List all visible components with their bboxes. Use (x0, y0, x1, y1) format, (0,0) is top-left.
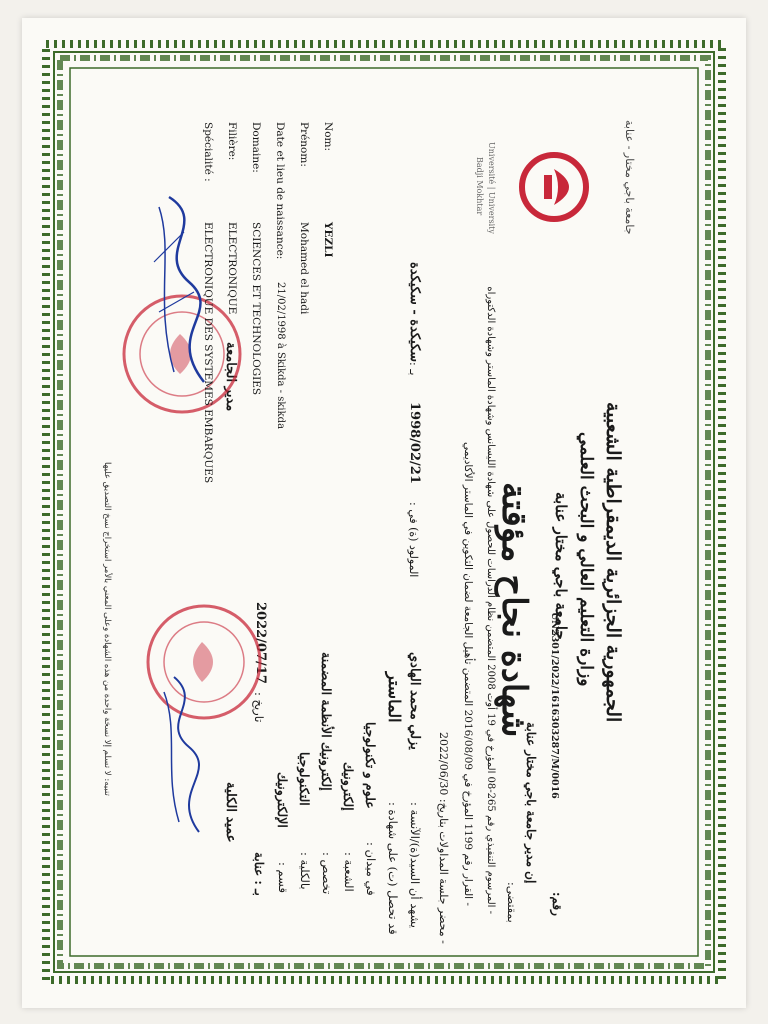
latin-prenom-label: Prénom: (298, 122, 310, 167)
latin-domaine: SCIENCES ET TECHNOLOGIES (250, 222, 262, 396)
field-value-domain: علوم و تكنولوجيا (363, 722, 378, 809)
latin-specialite-label: Spécialité : (202, 122, 214, 182)
logo-arabic-text: جامعة باجي مختار - عنابة (623, 120, 636, 235)
born-label: المولود (ة) في : (407, 502, 420, 578)
field-label-specialty: تخصص : (320, 852, 334, 895)
header-university: جامعة باجي مختار عنابة (552, 492, 570, 640)
field-value-branch: إلكترونيك (341, 762, 356, 811)
latin-filiere-label: Filière: (226, 122, 238, 161)
legal-order: - القرار رقم 1199 المؤرخ في 2016/08/09 المتضمن تأهيل الجامعة لضمان التكوين في الماستر الأكاديمي (462, 442, 474, 906)
birth-place-arabic: سكيكدة - سكيكدة (407, 262, 422, 363)
logo-latin-top: Université | University (487, 142, 496, 234)
header-republic: الجمهورية الجزائرية الديمقراطية الشعبية (602, 402, 624, 723)
latin-nom-label: Nom: (322, 122, 334, 152)
legal-intro: إن مدير جامعة باجي مختار عنابة (524, 722, 538, 884)
legal-regarding: بمقتضى: (505, 882, 518, 923)
issued-date-label: تاريخ : (252, 692, 266, 723)
latin-filiere: ELECTRONIQUE (226, 222, 238, 315)
field-label-department: قسم : (276, 862, 290, 893)
field-label-domain: في ميدان : (364, 842, 378, 896)
rector-title: مدير الجامعة (223, 342, 238, 412)
latin-birth: 21/02/1998 à Skikda - skikda (275, 282, 286, 430)
field-value-specialty: إلكترونيك الأنظمة المضمنة (319, 652, 334, 791)
field-label-faculty: بالكلية : (298, 852, 312, 890)
field-label-branch: الشعبة : (342, 852, 356, 892)
field-value-department: الإلكترونيك (275, 772, 290, 828)
latin-nom: YEZLI (322, 222, 334, 258)
latin-domaine-label: Domaine: (250, 122, 262, 173)
holder-name-arabic: يزلي محمد الهادي (407, 652, 422, 750)
obtained-label: قد تحصل (ت) على شهادة : (386, 802, 400, 935)
place-label: بـ : (407, 362, 420, 376)
dean-title: عميد الكلية (223, 782, 238, 843)
issued-date: 2022/07/17 (253, 602, 268, 684)
degree-value: الماستر (385, 672, 404, 723)
legal-minutes: - محضر جلسة المداولات بتاريخ: 2022/06/30 (437, 732, 450, 944)
footnote: تنبيه: لا تسلم إلا نسخة واحدة من هذه الشهادة وعلى المعني بالأمر استخراج نسخ التصديق عليها (102, 462, 112, 796)
page-title: شهادة نجاح مؤقتة (494, 482, 534, 738)
issued-place: بـ : عنابة (252, 852, 266, 896)
header-ministry: وزارة التعليم العالي و البحث العلمي (576, 432, 596, 687)
reference-number: UN2301/2022/1616303287/M/0016 (549, 612, 560, 799)
latin-prenom: Mohamed el hadi (298, 222, 310, 315)
reference-label: رقم: (550, 892, 564, 916)
field-value-faculty: التكنولوجيا (297, 752, 312, 806)
certifies-label: يشهد أن السيد(ة)/الآنسة : (408, 802, 422, 928)
dean-signature (154, 672, 214, 842)
latin-birth-label: Date et lieu de naissance: (274, 122, 286, 260)
birth-date: 1998/02/21 (407, 402, 422, 484)
legal-decree: - المرسوم التنفيذي رقم 265-08 المؤرخ في 19 أوت 2008 المتضمن نظام الدراسات للحصول على شهادة الليسانس وشهادة الماستر وشهادة الدكتوراه (485, 286, 496, 914)
certificate-content (84, 72, 684, 952)
university-logo (494, 127, 614, 247)
latin-specialite: ELECTRONIQUE DES SYSTEMES EMBARQUES (202, 222, 214, 484)
logo-latin-bottom: Badji Mokhtar (475, 157, 484, 216)
